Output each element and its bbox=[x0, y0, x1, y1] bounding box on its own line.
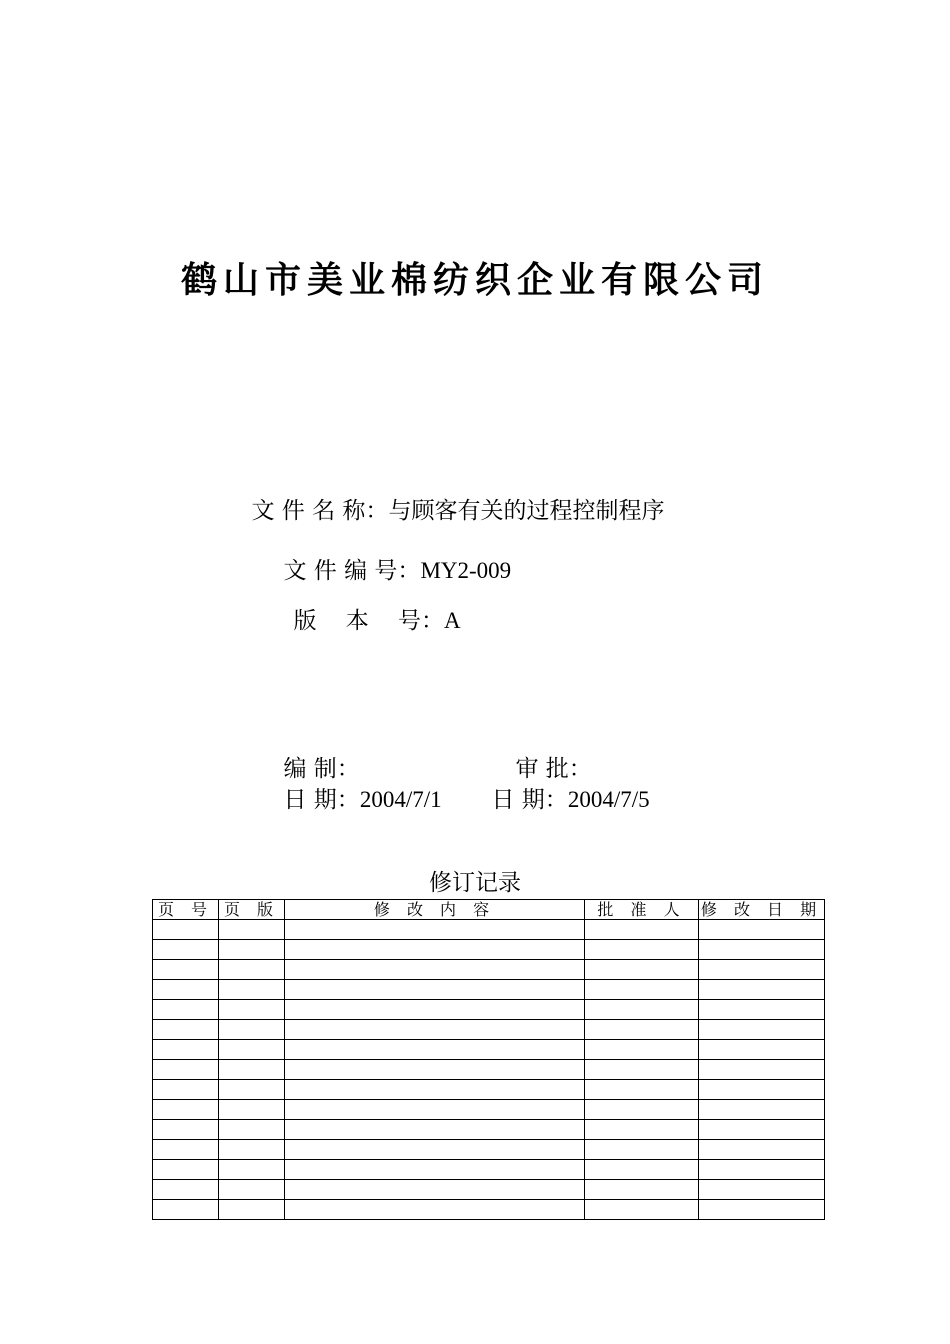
cell-approver bbox=[585, 960, 699, 980]
cell-approver bbox=[585, 1020, 699, 1040]
cell-change-content bbox=[285, 1160, 585, 1180]
table-row bbox=[153, 1140, 825, 1160]
cell-page-number bbox=[153, 920, 219, 940]
cell-change-date bbox=[699, 920, 825, 940]
table-row bbox=[153, 920, 825, 940]
cell-page-version bbox=[219, 1100, 285, 1120]
cell-change-content bbox=[285, 1060, 585, 1080]
cell-change-date bbox=[699, 1100, 825, 1120]
table-row bbox=[153, 1180, 825, 1200]
cell-page-number bbox=[153, 980, 219, 1000]
table-row bbox=[153, 1040, 825, 1060]
cell-page-version bbox=[219, 940, 285, 960]
file-number-label: 文 件 编 号： bbox=[283, 558, 421, 584]
prepared-date-label: 日 期： bbox=[283, 787, 360, 813]
cell-change-date bbox=[699, 1000, 825, 1020]
cell-change-date bbox=[699, 1200, 825, 1220]
cell-approver bbox=[585, 1100, 699, 1120]
prepared-date-line bbox=[272, 755, 442, 815]
cell-page-version bbox=[219, 1020, 285, 1040]
cell-change-date bbox=[699, 1180, 825, 1200]
cell-approver bbox=[585, 1060, 699, 1080]
cell-page-number bbox=[153, 1160, 219, 1180]
cell-page-number bbox=[153, 1060, 219, 1080]
cell-change-content bbox=[285, 1040, 585, 1060]
cell-change-date bbox=[699, 1120, 825, 1140]
cell-change-content bbox=[285, 920, 585, 940]
cell-change-content bbox=[285, 1080, 585, 1100]
cell-change-date bbox=[699, 1040, 825, 1060]
cell-approver bbox=[585, 1080, 699, 1100]
cell-change-date bbox=[699, 1020, 825, 1040]
cell-change-date bbox=[699, 1160, 825, 1180]
cell-change-date bbox=[699, 960, 825, 980]
table-row bbox=[153, 1120, 825, 1140]
cell-page-number bbox=[153, 940, 219, 960]
revision-record-title: 修订记录 bbox=[429, 870, 521, 896]
table-row bbox=[153, 1200, 825, 1220]
table-row bbox=[153, 1160, 825, 1180]
cell-page-version bbox=[219, 1180, 285, 1200]
column-header-approver: 批 准 人 bbox=[585, 900, 699, 920]
prepared-by-label: 编 制： bbox=[283, 756, 360, 782]
cell-approver bbox=[585, 1200, 699, 1220]
revision-table-body bbox=[153, 920, 825, 1220]
cell-page-number bbox=[153, 1140, 219, 1160]
cell-change-content bbox=[285, 980, 585, 1000]
column-header-change-content: 修 改 内 容 bbox=[285, 900, 585, 920]
cell-page-version bbox=[219, 1000, 285, 1020]
cell-change-content bbox=[285, 1020, 585, 1040]
cell-approver bbox=[585, 1000, 699, 1020]
table-row bbox=[153, 1060, 825, 1080]
cell-page-number bbox=[153, 1000, 219, 1020]
file-name-line bbox=[240, 466, 664, 526]
column-header-page-version: 页 版 bbox=[219, 900, 285, 920]
cell-change-date bbox=[699, 1080, 825, 1100]
revision-header-row bbox=[153, 900, 825, 920]
cell-approver bbox=[585, 1160, 699, 1180]
cell-page-version bbox=[219, 1060, 285, 1080]
table-row bbox=[153, 980, 825, 1000]
cell-page-number bbox=[153, 1020, 219, 1040]
file-name-label: 文 件 名 称： bbox=[251, 498, 389, 524]
cell-change-date bbox=[699, 940, 825, 960]
table-row bbox=[153, 1000, 825, 1020]
cell-page-version bbox=[219, 960, 285, 980]
cell-page-version bbox=[219, 1120, 285, 1140]
file-name-value: 与顾客有关的过程控制程序 bbox=[388, 498, 665, 524]
cell-change-date bbox=[699, 1060, 825, 1080]
version-value: A bbox=[444, 608, 461, 633]
approved-by-label: 审 批： bbox=[515, 756, 592, 782]
cell-approver bbox=[585, 1140, 699, 1160]
cell-change-content bbox=[285, 1140, 585, 1160]
cell-change-content bbox=[285, 1000, 585, 1020]
file-number-value: MY2-009 bbox=[420, 558, 512, 583]
cell-change-content bbox=[285, 960, 585, 980]
cell-approver bbox=[585, 940, 699, 960]
cell-page-number bbox=[153, 1080, 219, 1100]
company-name: 鹤山市美业棉纺织企业有限公司 bbox=[180, 259, 769, 301]
cell-change-content bbox=[285, 1120, 585, 1140]
revision-record-table bbox=[152, 899, 825, 1220]
cell-page-version bbox=[219, 920, 285, 940]
table-row bbox=[153, 1080, 825, 1100]
table-row bbox=[153, 940, 825, 960]
cell-change-date bbox=[699, 1140, 825, 1160]
version-label: 版 本 号： bbox=[293, 608, 444, 634]
cell-page-number bbox=[153, 1040, 219, 1060]
prepared-date-value: 2004/7/1 bbox=[359, 787, 442, 812]
cell-approver bbox=[585, 920, 699, 940]
cell-approver bbox=[585, 1180, 699, 1200]
cell-page-number bbox=[153, 960, 219, 980]
cell-page-version bbox=[219, 980, 285, 1000]
cell-page-number bbox=[153, 1100, 219, 1120]
cell-change-date bbox=[699, 980, 825, 1000]
cell-page-version bbox=[219, 1080, 285, 1100]
cell-page-version bbox=[219, 1200, 285, 1220]
column-header-page-number: 页 号 bbox=[153, 900, 219, 920]
cell-change-content bbox=[285, 1200, 585, 1220]
column-header-change-date: 修 改 日 期 bbox=[699, 900, 825, 920]
table-row bbox=[153, 960, 825, 980]
approved-date-value: 2004/7/5 bbox=[567, 787, 650, 812]
cell-approver bbox=[585, 980, 699, 1000]
cell-page-number bbox=[153, 1120, 219, 1140]
cell-change-content bbox=[285, 1100, 585, 1120]
approved-date-line bbox=[480, 755, 650, 815]
cell-page-version bbox=[219, 1040, 285, 1060]
version-line bbox=[282, 576, 461, 636]
cell-approver bbox=[585, 1120, 699, 1140]
cell-page-number bbox=[153, 1180, 219, 1200]
table-row bbox=[153, 1020, 825, 1040]
cell-approver bbox=[585, 1040, 699, 1060]
approved-date-label: 日 期： bbox=[491, 787, 568, 813]
cell-page-version bbox=[219, 1160, 285, 1180]
cell-page-version bbox=[219, 1140, 285, 1160]
cell-change-content bbox=[285, 940, 585, 960]
table-row bbox=[153, 1100, 825, 1120]
cell-change-content bbox=[285, 1180, 585, 1200]
cell-page-number bbox=[153, 1200, 219, 1220]
